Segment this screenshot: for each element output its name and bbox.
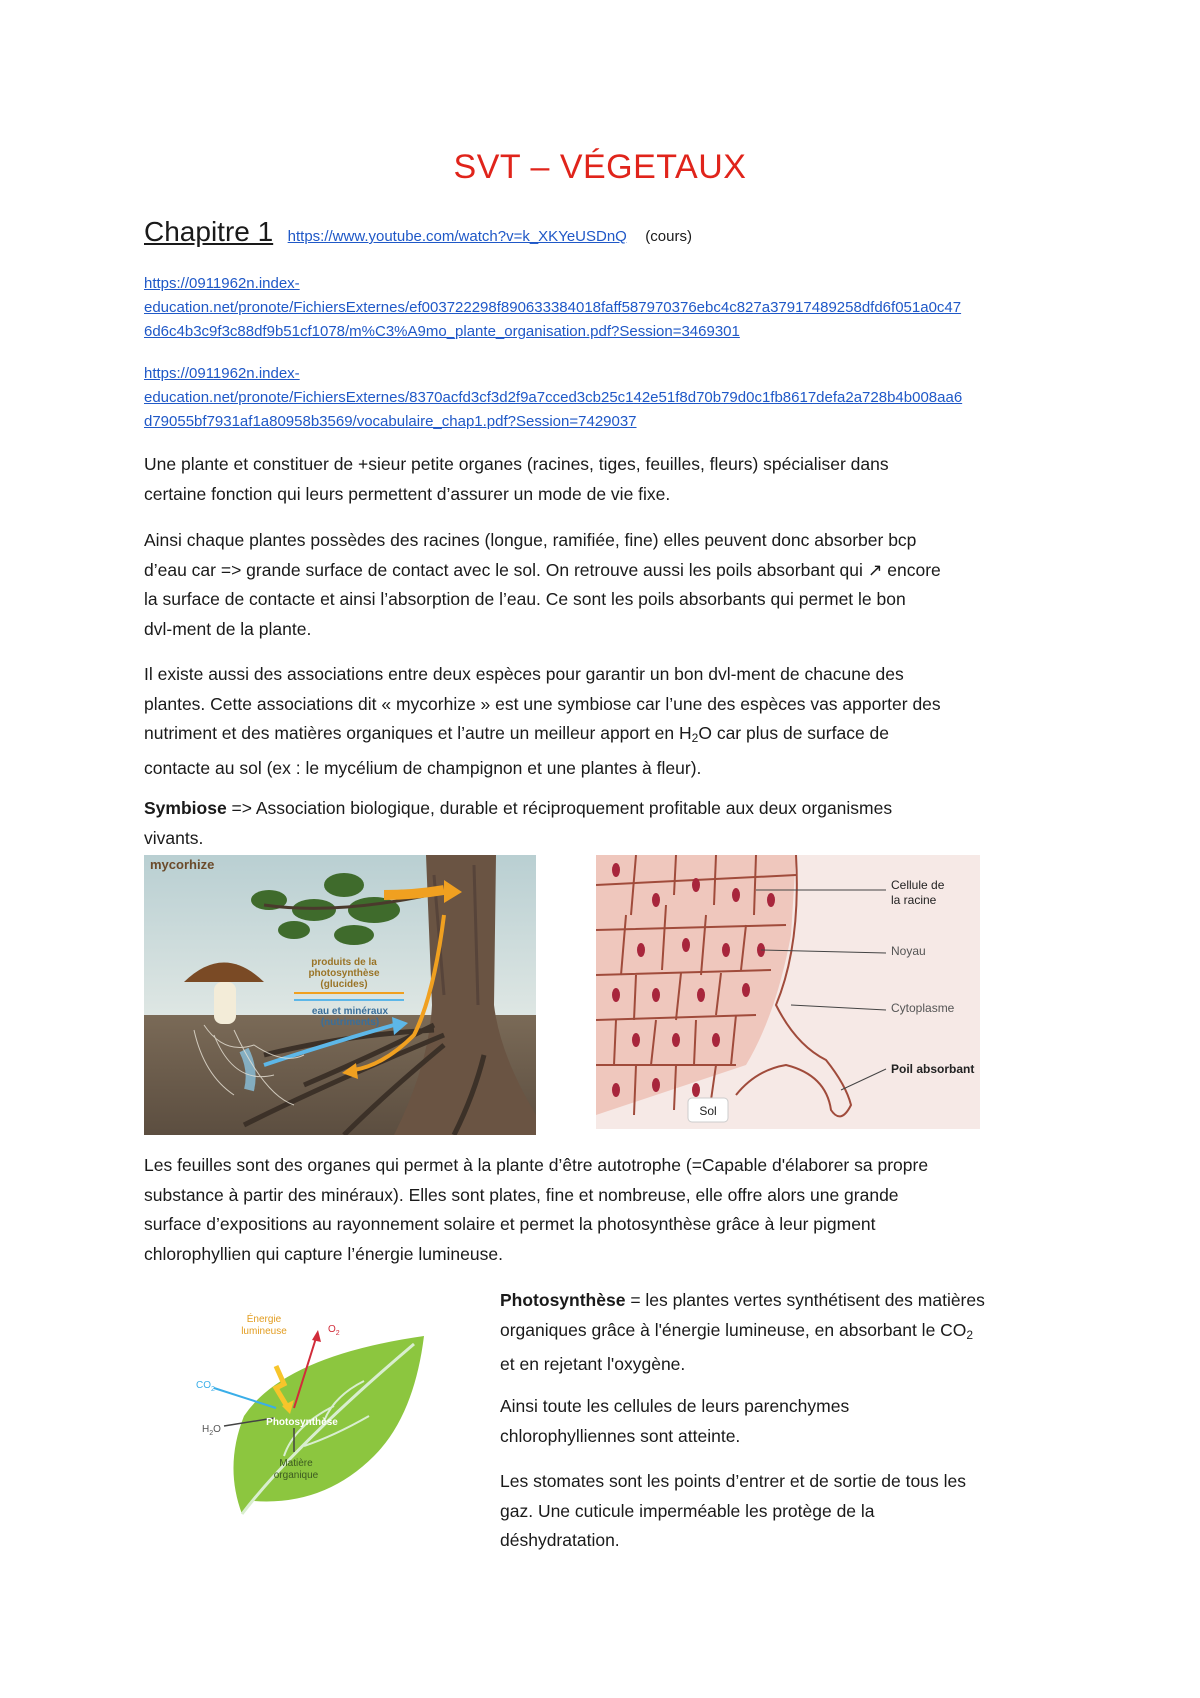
label-co: CO: [196, 1380, 211, 1391]
link-memo-pdf[interactable]: [144, 272, 1064, 344]
label-o: O: [213, 1424, 221, 1435]
text-line: déshydratation.: [500, 1530, 620, 1550]
label-photosynthese: Photosynthèse: [266, 1417, 338, 1428]
paragraph-mycorhize: [144, 660, 1064, 783]
arrow-label: eau et minéraux: [311, 1006, 389, 1017]
text-line: [500, 1316, 1070, 1351]
text-line: certaine fonction qui leurs permettent d’assurer un mode de vie fixe.: [144, 483, 671, 504]
figure-title: mycorhize: [150, 857, 215, 872]
arrow-label: produits de la: [311, 957, 377, 968]
youtube-link[interactable]: https://www.youtube.com/watch?v=k_XKYeUSDnQ: [287, 228, 627, 245]
subscript: 2: [966, 1327, 974, 1342]
link-line[interactable]: education.net/pronote/FichiersExternes/ef003722298f890633384018faff587970376ebc4c827a37917489258dfd6f051a0c47: [144, 299, 962, 316]
text-line: plantes. Cette associations dit « mycorhize » est une symbiose car l’une des espèces vas apporter des: [144, 693, 941, 714]
text-line: Il existe aussi des associations entre deux espèces pour garantir un bon dvl-ment de chacune des: [144, 664, 904, 684]
link-vocabulaire-pdf[interactable]: [144, 362, 1064, 434]
term-symbiose: Symbiose: [144, 798, 227, 818]
leaf-photosynthesis-illustration: [184, 1296, 444, 1520]
text-line: d’eau car => grande surface de contact avec le sol. On retrouve aussi les poils absorbant qui ↗ encore: [144, 559, 941, 580]
label-matiere: Matière: [279, 1458, 313, 1469]
text-line: dvl-ment de la plante.: [144, 618, 312, 639]
text-line: vivants.: [144, 827, 204, 848]
label-cytoplasme: Cytoplasme: [891, 1001, 955, 1015]
term-photosynthese: Photosynthèse: [500, 1290, 626, 1310]
link-line[interactable]: https://0911962n.index-: [144, 275, 300, 292]
text-line: Les feuilles sont des organes qui permet à la plante d’être autotrophe (=Capable d'élaborer sa propre: [144, 1155, 929, 1175]
text-line: et en rejetant l'oxygène.: [500, 1354, 686, 1374]
text-line: contacte au sol (ex : le mycélium de champignon et une plantes à fleur).: [144, 757, 702, 778]
text-fragment: => Association biologique, durable et réciproquement profitable aux deux organismes: [226, 798, 893, 818]
text-line: chlorophylliennes sont atteinte.: [500, 1425, 741, 1446]
subscript: 2: [209, 1430, 214, 1437]
text-line: substance à partir des minéraux). Elles sont plates, fine et nombreuse, elle offre alors une grande: [144, 1184, 899, 1205]
root-cells-illustration: [596, 855, 980, 1129]
paragraph-symbiose: [144, 794, 1064, 853]
text-line: chlorophyllien qui capture l’énergie lumineuse.: [144, 1243, 503, 1264]
paragraph-stomates: [500, 1467, 1070, 1556]
text-fragment: organiques grâce à l'énergie lumineuse, en absorbant le CO: [500, 1319, 967, 1340]
label-racine: la racine: [891, 893, 937, 907]
chapter-line: [144, 216, 692, 248]
paragraph-racines: [144, 526, 1064, 644]
arrow-label: (nutriments): [320, 1017, 380, 1028]
label-h: H: [202, 1424, 210, 1435]
page-title: SVT – VÉGETAUX: [453, 148, 747, 186]
mycorhize-illustration: [144, 855, 536, 1135]
text-line: Ainsi toute les cellules de leurs parenchymes: [500, 1396, 850, 1416]
link-line[interactable]: education.net/pronote/FichiersExternes/8370acfd3cf3d2f9a7cced3cb25c142e51f8d70b79d0c1fb8617defa2a728b4b008aa6: [144, 389, 963, 406]
link-line[interactable]: https://0911962n.index-: [144, 365, 300, 382]
label-o: O: [328, 1324, 336, 1335]
text-line: [500, 1286, 1070, 1316]
paragraph-photosynthese: [500, 1286, 1070, 1380]
label-sol: Sol: [699, 1104, 717, 1118]
text-line: la surface de contacte et ainsi l’absorption de l’eau. Ce sont les poils absorbants qui permet le bon: [144, 589, 906, 609]
subscript: 2: [335, 1330, 340, 1337]
text-fragment: = les plantes vertes synthétisent des matières: [625, 1290, 985, 1310]
chapter-note: (cours): [645, 228, 692, 245]
leaf-figure: [184, 1296, 444, 1520]
subscript: 2: [211, 1386, 215, 1393]
arrow-label: (glucides): [320, 979, 368, 990]
text-line: [144, 719, 1064, 754]
text-line: Ainsi chaque plantes possèdes des racines (longue, ramifiée, fine) elles peuvent donc absorber bcp: [144, 530, 917, 550]
label-organique: organique: [273, 1470, 319, 1481]
label-cellule: Cellule de: [891, 878, 945, 892]
subscript: 2: [691, 731, 699, 745]
label-poil-absorbant: Poil absorbant: [891, 1062, 975, 1076]
paragraph-parenchymes: [500, 1392, 1070, 1451]
text-line: [144, 794, 1064, 824]
root-cells-figure: [596, 855, 980, 1129]
text-line: gaz. Une cuticule imperméable les protège de la: [500, 1500, 875, 1521]
chapter-heading: Chapitre 1: [144, 216, 274, 247]
label-noyau: Noyau: [891, 944, 926, 958]
text-fragment: O car plus de surface de: [698, 723, 889, 743]
link-line[interactable]: d79055bf7931af1a80958b3569/vocabulaire_chap1.pdf?Session=7429037: [144, 413, 637, 430]
text-line: Les stomates sont les points d’entrer et de sortie de tous les: [500, 1471, 966, 1491]
paragraph-organes: [144, 450, 1064, 509]
label-lumineuse: lumineuse: [241, 1326, 287, 1337]
label-energie: Énergie: [246, 1314, 282, 1325]
arrow-label: photosynthèse: [308, 968, 380, 979]
mycorhize-figure: [144, 855, 536, 1135]
text-line: surface d’expositions au rayonnement solaire et permet la photosynthèse grâce à leur pigment: [144, 1214, 876, 1234]
text-line: Une plante et constituer de +sieur petite organes (racines, tiges, feuilles, fleurs) spécialiser dans: [144, 454, 889, 474]
paragraph-feuilles: [144, 1151, 1064, 1269]
link-line[interactable]: 6d6c4b3c9f3c88df9b51cf1078/m%C3%A9mo_plante_organisation.pdf?Session=3469301: [144, 323, 740, 340]
text-fragment: nutriment et des matières organiques et l’autre un meilleur apport en H: [144, 723, 692, 743]
